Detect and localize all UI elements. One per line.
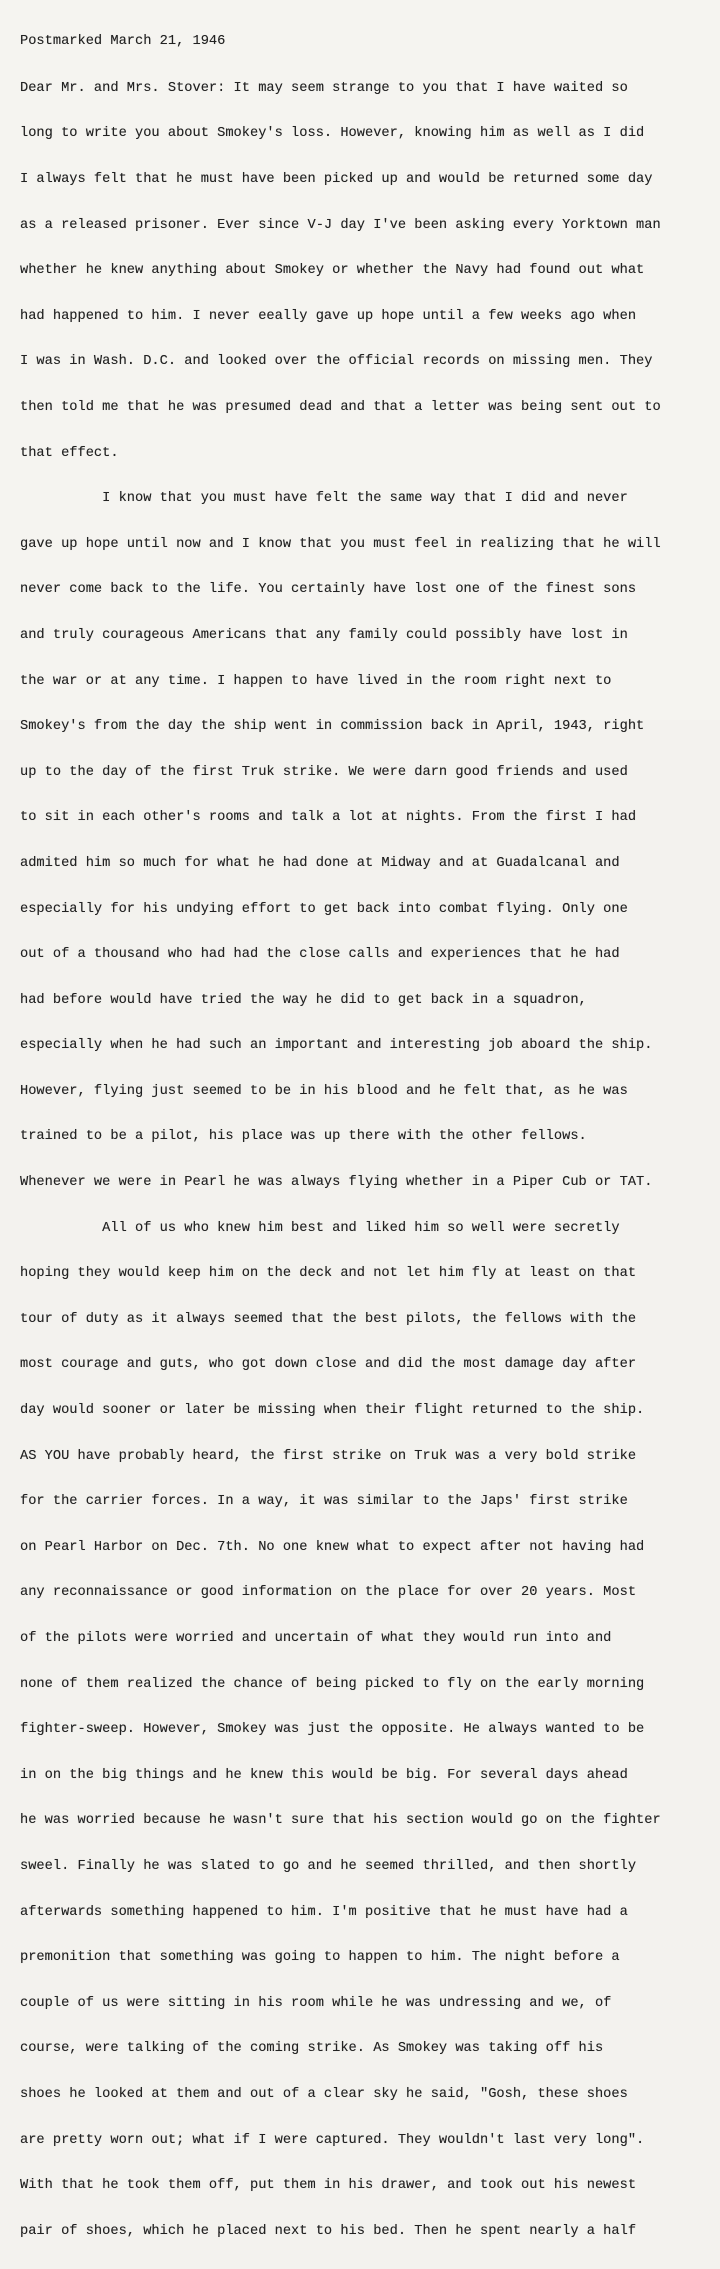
letter-line: shoes he looked at them and out of a clear sky he said, "Gosh, these shoes — [20, 2086, 628, 2102]
letter-line: never come back to the life. You certainly have lost one of the finest sons — [20, 582, 637, 598]
letter-line: admited him so much for what he had done at Midway and at Guadalcanal and — [20, 855, 620, 871]
letter-line: any reconnaissance or good information on the place for over 20 years. Most — [20, 1585, 637, 1601]
letter-line: tour of duty as it always seemed that the best pilots, the fellows with the — [20, 1311, 637, 1327]
letter-line: Smokey's from the day the ship went in commission back in April, 1943, right — [20, 719, 645, 735]
letter-line: However, flying just seemed to be in his blood and he felt that, as he was — [20, 1083, 628, 1099]
letter-line: Dear Mr. and Mrs. Stover: It may seem strange to you that I have waited so — [20, 80, 628, 96]
letter-line: especially when he had such an important and interesting job aboard the ship. — [20, 1038, 653, 1054]
letter-line: as a released prisoner. Ever since V-J day I've been asking every Yorktown man — [20, 217, 661, 233]
letter-line: none of them realized the chance of being picked to fly on the early morning — [20, 1676, 645, 1692]
letter-line: premonition that something was going to happen to him. The night before a — [20, 1950, 620, 1966]
letter-line: had happened to him. I never eeally gave up hope until a few weeks ago when — [20, 308, 637, 324]
letter-line: of the pilots were worried and uncertain of what they would run into and — [20, 1631, 612, 1646]
letter-line: course, were talking of the coming strike. As Smokey was taking off his — [20, 2041, 604, 2057]
letter-line: long to write you about Smokey's loss. However, knowing him as well as I did — [20, 126, 645, 142]
letter-line: the war or at any time. I happen to have lived in the room right next to — [20, 673, 612, 689]
letter-line: for the carrier forces. In a way, it was similar to the Japs' first strike — [20, 1494, 628, 1510]
letter-line: I was in Wash. D.C. and looked over the official records on missing men. They — [20, 354, 653, 370]
letter-line: hoping they would keep him on the deck and not let him fly at least on that — [20, 1266, 637, 1282]
letter-line: AS YOU have probably heard, the first strike on Truk was a very bold strike — [20, 1448, 637, 1464]
letter-line: then told me that he was presumed dead and that a letter was being sent out to — [20, 399, 661, 415]
letter-line: most courage and guts, who got down close and did the most damage day after — [20, 1357, 637, 1373]
letter-line: especially for his undying effort to get back into combat flying. Only one — [20, 901, 628, 917]
letter-line: are pretty worn out; what if I were captured. They wouldn't last very long". — [20, 2132, 645, 2148]
letter-line: and truly courageous Americans that any family could possibly have lost in — [20, 627, 628, 643]
letter-line: up to the day of the first Truk strike. We were darn good friends and used — [20, 764, 628, 780]
letter-line: on Pearl Harbor on Dec. 7th. No one knew what to expect after not having had — [20, 1539, 645, 1555]
letter-line: afterwards something happened to him. I'm positive that he must have had a — [20, 1904, 628, 1920]
letter-line: that effect. — [20, 445, 119, 461]
letter-line: gave up hope until now and I know that you must feel in realizing that he will — [20, 536, 661, 552]
letter-line: With that he took them off, put them in his drawer, and took out his newest — [20, 2178, 637, 2194]
letter-line: trained to be a pilot, his place was up there with the other fellows. — [20, 1129, 587, 1145]
letter-line: Whenever we were in Pearl he was always flying whether in a Piper Cub or TAT. — [20, 1175, 653, 1191]
letter-line: I know that you must have felt the same way that I did and never — [20, 491, 628, 507]
postmark-line: Postmarked March 21, 1946 — [20, 34, 226, 50]
letter-line: fighter-sweep. However, Smokey was just the opposite. He always wanted to be — [20, 1722, 645, 1738]
letter-line: in on the big things and he knew this would be big. For several days ahead — [20, 1767, 628, 1783]
letter-line: day would sooner or later be missing when their flight returned to the ship. — [20, 1403, 645, 1419]
letter-line: sweel. Finally he was slated to go and he seemed thrilled, and then shortly — [20, 1858, 637, 1874]
letter-body — [20, 4, 720, 2269]
letter-line: couple of us were sitting in his room while he was undressing and we, of — [20, 1995, 612, 2011]
letter-line: out of a thousand who had had the close calls and experiences that he had — [20, 947, 620, 963]
letter-line: had before would have tried the way he did to get back in a squadron, — [20, 992, 587, 1008]
letter-line: he was worried because he wasn't sure that his section would go on the fighter — [20, 1813, 661, 1829]
letter-line: to sit in each other's rooms and talk a lot at nights. From the first I had — [20, 810, 637, 826]
letter-line: All of us who knew him best and liked him so well were secretly — [20, 1220, 620, 1236]
letter-line: pair of shoes, which he placed next to his bed. Then he spent nearly a half — [20, 2223, 637, 2239]
letter-line: whether he knew anything about Smokey or whether the Navy had found out what — [20, 263, 645, 279]
letter-line: I always felt that he must have been picked up and would be returned some day — [20, 172, 653, 187]
